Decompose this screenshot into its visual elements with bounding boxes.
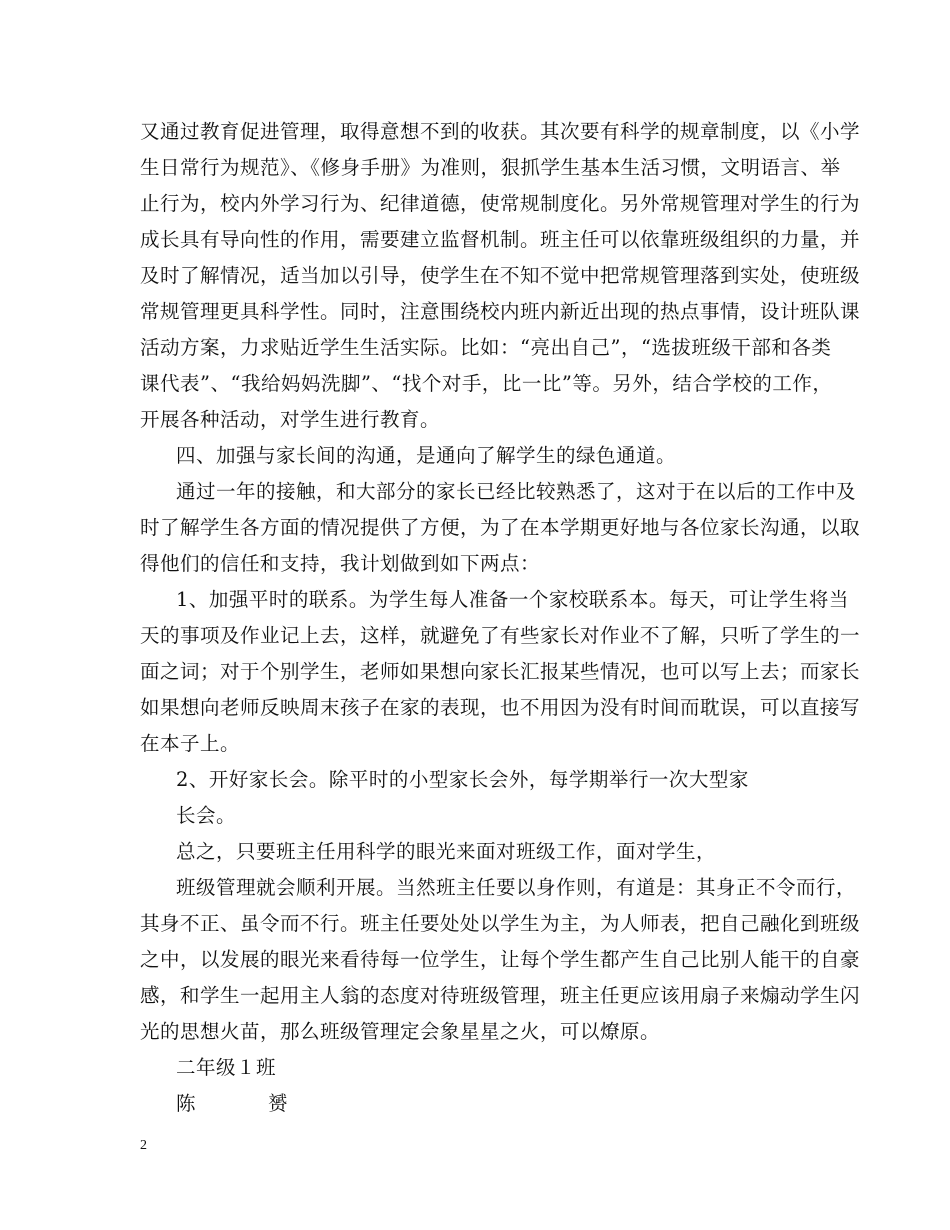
text-line: 面之词；对于个别学生，老师如果想向家长汇报某些情况，也可以写上去；而家长 xyxy=(140,660,861,683)
text-line: 在本子上。 xyxy=(140,732,241,755)
text-line: 班级管理就会顺利开展。当然班主任要以身作则，有道是：其身正不令而行， xyxy=(176,876,857,899)
text-line: 开展各种活动，对学生进行教育。 xyxy=(140,408,441,431)
text-line: 活动方案，力求贴近学生生活实际。比如：“亮出自己”，“选拔班级干部和各类 xyxy=(140,336,832,359)
text-line: 成长具有导向性的作用，需要建立监督机制。班主任可以依靠班级组织的力量，并 xyxy=(140,228,861,251)
text-line: 止行为，校内外学习行为、纪律道德，使常规制度化。另外常规管理对学生的行为 xyxy=(140,192,861,215)
text-line: 其身不正、虽令而不行。班主任要处处以学生为主，为人师表，把自己融化到班级 xyxy=(140,912,861,935)
class-label: 二年级１班 xyxy=(176,1056,277,1079)
text-line: 如果想向老师反映周末孩子在家的表现，也不用因为没有时间而耽误，可以直接写 xyxy=(140,696,861,719)
text-line: 光的思想火苗，那么班级管理定会象星星之火，可以燎原。 xyxy=(140,1020,661,1043)
text-line: 长会。 xyxy=(176,804,237,827)
signature-surname: 陈 xyxy=(176,1092,197,1115)
text-line: 天的事项及作业记上去，这样，就避免了有些家长对作业不了解，只听了学生的一 xyxy=(140,624,861,647)
text-line: 通过一年的接触，和大部分的家长已经比较熟悉了，这对于在以后的工作中及 xyxy=(176,480,857,503)
section-heading: 四、加强与家长间的沟通，是通向了解学生的绿色通道。 xyxy=(176,444,677,467)
text-line: 又通过教育促进管理，取得意想不到的收获。其次要有科学的规章制度，以《小学 xyxy=(140,120,861,143)
text-line: 总之，只要班主任用科学的眼光来面对班级工作，面对学生， xyxy=(176,840,717,863)
text-line: 时了解学生各方面的情况提供了方便，为了在本学期更好地与各位家长沟通，以取 xyxy=(140,516,861,539)
text-line: 2、开好家长会。除平时的小型家长会外，每学期举行一次大型家 xyxy=(176,768,749,791)
text-line: 感，和学生一起用主人翁的态度对待班级管理，班主任更应该用扇子来煽动学生闪 xyxy=(140,984,861,1007)
text-line: 1、加强平时的联系。为学生每人准备一个家校联系本。每天，可让学生将当 xyxy=(176,588,849,611)
text-line: 之中，以发展的眼光来看待每一位学生，让每个学生都产生自己比别人能干的自豪 xyxy=(140,948,861,971)
text-line: 常规管理更具科学性。同时，注意围绕校内班内新近出现的热点事情，设计班队课 xyxy=(140,300,861,323)
page-number: 2 xyxy=(140,1138,147,1153)
text-line: 生日常行为规范》、《修身手册》为准则，狠抓学生基本生活习惯，文明语言、举 xyxy=(140,156,841,179)
text-line: 及时了解情况，适当加以引导，使学生在不知不觉中把常规管理落到实处，使班级 xyxy=(140,264,861,287)
text-line: 得他们的信任和支持，我计划做到如下两点： xyxy=(140,552,541,575)
text-line: 课代表”、“我给妈妈洗脚”、“找个对手，比一比”等。另外，结合学校的工作， xyxy=(140,372,833,395)
signature-given-name: 赟 xyxy=(268,1092,289,1115)
